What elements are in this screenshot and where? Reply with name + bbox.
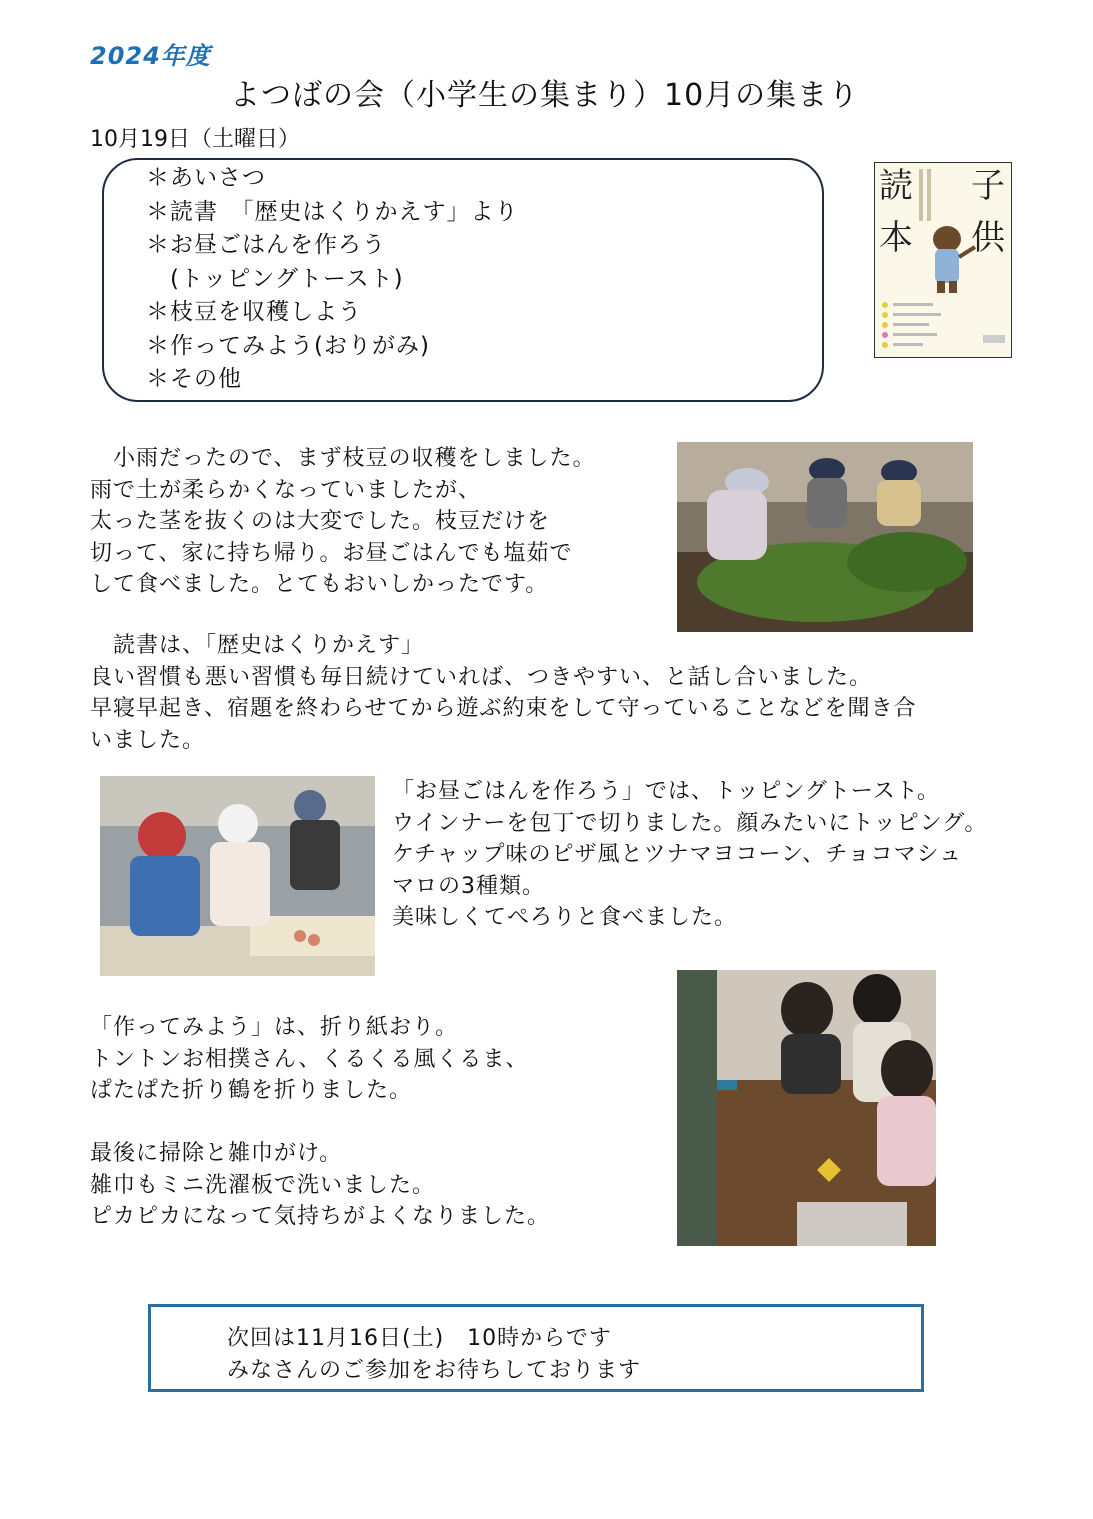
- svg-text:子: 子: [971, 166, 1005, 206]
- text-line: 「作ってみよう」は、折り紙おり。: [90, 1015, 459, 1040]
- book-cover-illustration: [875, 163, 1012, 358]
- text-line: 雑巾もミニ洗濯板で洗いました。: [90, 1172, 436, 1198]
- agenda-item: ＊あいさつ: [146, 165, 266, 191]
- text-line: 切って、家に持ち帰り。お昼ごはんでも塩茹で: [90, 540, 573, 566]
- text-line: ケチャップ味のピザ風とツナマヨコーン、チョコマシュ: [392, 842, 963, 867]
- text-line: 太った茎を抜くのは大変でした。枝豆だけを: [90, 509, 551, 534]
- origami-paragraph: [90, 1012, 550, 1233]
- lunch-paragraph: [392, 776, 987, 934]
- text-line: [90, 1107, 550, 1139]
- text-line: 「お昼ごはんを作ろう」では、トッピングトースト。: [392, 779, 940, 804]
- text-line: 良い習慣も悪い習慣も毎日続けていれば、つきやすい、と話し合いました。: [90, 664, 873, 690]
- next-meeting-date: 次回は11月16日(土) 10時からです: [227, 1326, 612, 1351]
- agenda-item: ＊その他: [146, 366, 242, 392]
- svg-text:本: 本: [879, 218, 913, 258]
- text-line: して食べました。とてもおいしかったです。: [90, 572, 549, 597]
- agenda-item: ＊作ってみよう(おりがみ): [146, 332, 430, 359]
- text-line: 雨で土が柔らかくなっていましたが、: [90, 477, 482, 503]
- cooking-illustration: [100, 776, 375, 976]
- svg-text:供: 供: [971, 218, 1005, 258]
- edamame-harvest-photo: [677, 442, 973, 632]
- invitation-text: みなさんのご参加をお待ちしております: [227, 1358, 642, 1383]
- agenda-item: ＊枝豆を収穫しよう: [146, 299, 362, 325]
- text-line: ピカピカになって気持ちがよくなりました。: [90, 1204, 551, 1229]
- edamame-harvest-illustration: [677, 442, 973, 632]
- text-line: 美味しくてぺろりと食べました。: [392, 905, 738, 930]
- page-title: よつばの会（小学生の集まり）10月の集まり: [230, 78, 860, 113]
- agenda-box: [102, 158, 824, 402]
- text-line: 読書は、「歴史はくりかえす」: [90, 633, 425, 658]
- next-meeting-notice: [148, 1304, 924, 1392]
- svg-text:読: 読: [879, 166, 913, 206]
- agenda-item: ＊お昼ごはんを作ろう: [146, 232, 386, 258]
- text-line: 小雨だったので、まず枝豆の収穫をしました。: [90, 446, 596, 471]
- year-label: 2024年度: [90, 42, 211, 70]
- book-cover-image: [874, 162, 1012, 358]
- origami-photo: [677, 970, 936, 1246]
- text-line: 早寝早起き、宿題を終わらせてから遊ぶ約束をして守っていることなどを聞き合: [90, 696, 917, 721]
- reading-paragraph: [90, 630, 916, 756]
- agenda-item: (トッピングトースト): [146, 265, 404, 292]
- agenda-list: [146, 162, 519, 397]
- cooking-photo: [100, 776, 375, 976]
- agenda-item: ＊読書 「歴史はくりかえす」より: [146, 198, 519, 225]
- text-line: トントンお相撲さん、くるくる風くるま、: [90, 1046, 529, 1072]
- origami-illustration: [677, 970, 936, 1246]
- event-date: 10月19日（土曜日）: [90, 127, 300, 152]
- text-line: いました。: [90, 727, 206, 753]
- edamame-paragraph: [90, 443, 596, 601]
- text-line: ぱたぱた折り鶴を折りました。: [90, 1078, 413, 1103]
- text-line: マロの3種類。: [392, 873, 545, 899]
- text-line: ウインナーを包丁で切りました。顔みたいにトッピング。: [392, 810, 988, 836]
- text-line: 最後に掃除と雑巾がけ。: [90, 1141, 343, 1166]
